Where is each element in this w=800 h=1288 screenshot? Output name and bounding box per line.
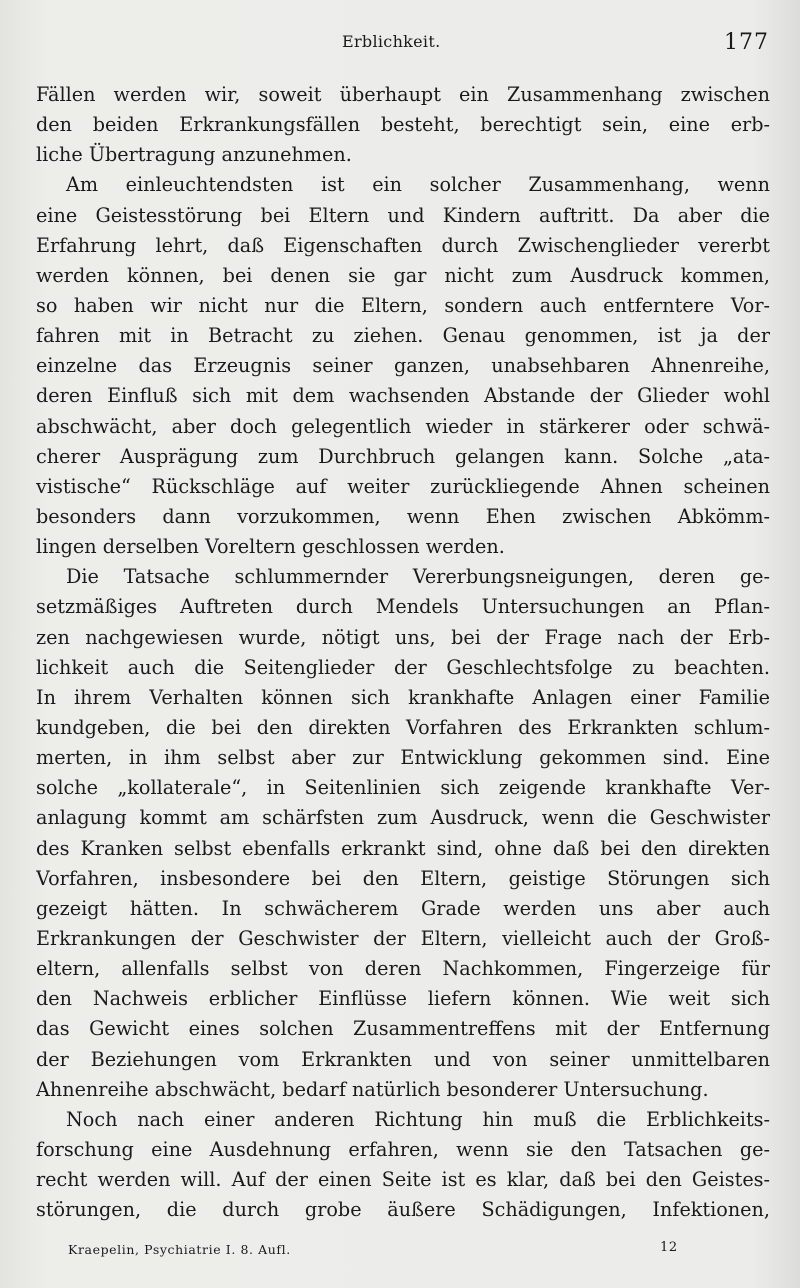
text-line: störungen, die durch grobe äußere Schädigungen, Infektionen, xyxy=(36,1198,770,1222)
text-line: fahren mit in Betracht zu ziehen. Genau genommen, ist ja der xyxy=(36,324,770,348)
text-line: eine Geistesstörung bei Eltern und Kindern auftritt. Da aber die xyxy=(36,203,770,227)
text-line: Am einleuchtendsten ist ein solcher Zusammenhang, wenn xyxy=(66,173,770,197)
page-footer xyxy=(0,1240,800,1264)
running-title: Erblichkeit. xyxy=(342,32,441,51)
text-line: das Gewicht eines solchen Zusammentreffens mit der Entfernung xyxy=(36,1017,770,1041)
running-head xyxy=(0,30,800,60)
text-line: Fällen werden wir, soweit überhaupt ein Zusammenhang zwischen xyxy=(36,83,770,106)
text-line: Vorfahren, insbesondere bei den Eltern, geistige Störungen sich xyxy=(36,866,770,890)
text-line: vistische“ Rückschläge auf weiter zurückliegende Ahnen scheinen xyxy=(36,474,770,498)
text-line: merten, in ihm selbst aber zur Entwicklung gekommen sind. Eine xyxy=(36,746,770,770)
text-line: zen nachgewiesen wurde, nötigt uns, bei der Frage nach der Erb- xyxy=(36,625,770,649)
text-line: besonders dann vorzukommen, wenn Ehen zwischen Abkömm- xyxy=(36,504,770,528)
text-line: werden können, bei denen sie gar nicht zum Ausdruck kommen, xyxy=(36,263,770,287)
text-line: den beiden Erkrankungsfällen besteht, berechtigt sein, eine erb- xyxy=(36,113,770,137)
text-line: recht werden will. Auf der einen Seite ist es klar, daß bei den Geistes- xyxy=(36,1168,770,1192)
text-line: der Beziehungen vom Erkrankten und von seiner unmittelbaren xyxy=(36,1047,770,1071)
text-line: abschwächt, aber doch gelegentlich wieder in stärkerer oder schwä- xyxy=(36,414,770,438)
text-line: In ihrem Verhalten können sich krankhafte Anlagen einer Familie xyxy=(36,685,770,709)
text-line: so haben wir nicht nur die Eltern, sondern auch entferntere Vor- xyxy=(36,293,770,317)
page-number: 177 xyxy=(724,30,769,55)
text-line: lichkeit auch die Seitenglieder der Geschlechtsfolge zu beachten. xyxy=(36,655,770,679)
text-line: cherer Ausprägung zum Durchbruch gelangen kann. Solche „ata- xyxy=(36,444,770,468)
text-line: einzelne das Erzeugnis seiner ganzen, unabsehbaren Ahnenreihe, xyxy=(36,354,770,378)
text-line: Noch nach einer anderen Richtung hin muß die Erblichkeits- xyxy=(66,1107,770,1131)
text-line: setzmäßiges Auftreten durch Mendels Untersuchungen an Pflan- xyxy=(36,595,770,619)
signature-mark: 12 xyxy=(660,1240,678,1255)
text-line: solche „kollaterale“, in Seitenlinien sich zeigende krankhafte Ver- xyxy=(36,776,770,800)
text-line: kundgeben, die bei den direkten Vorfahren des Erkrankten schlum- xyxy=(36,715,770,739)
text-line: Die Tatsache schlummernder Vererbungsneigungen, deren ge- xyxy=(66,565,770,589)
text-line: eltern, allenfalls selbst von deren Nachkommen, Fingerzeige für xyxy=(36,957,770,981)
text-line: lingen derselben Voreltern geschlossen werden. xyxy=(36,535,505,559)
body-text xyxy=(36,80,770,1225)
text-line: den Nachweis erblicher Einflüsse liefern können. Wie weit sich xyxy=(36,987,770,1011)
text-line: Erkrankungen der Geschwister der Eltern, vielleicht auch der Groß- xyxy=(36,926,770,950)
text-line: deren Einfluß sich mit dem wachsenden Abstande der Glieder wohl xyxy=(36,384,770,408)
footer-imprint: Kraepelin, Psychiatrie I. 8. Aufl. xyxy=(68,1242,291,1257)
text-line: des Kranken selbst ebenfalls erkrankt sind, ohne daß bei den direkten xyxy=(36,836,770,860)
text-line: Ahnenreihe abschwächt, bedarf natürlich besonderer Untersuchung. xyxy=(36,1077,709,1101)
text-line: anlagung kommt am schärfsten zum Ausdruck, wenn die Geschwister xyxy=(36,806,770,830)
text-line: gezeigt hätten. In schwächerem Grade werden uns aber auch xyxy=(36,896,770,920)
text-line: liche Übertragung anzunehmen. xyxy=(36,143,352,167)
text-line: forschung eine Ausdehnung erfahren, wenn sie den Tatsachen ge- xyxy=(36,1137,770,1161)
text-line: Erfahrung lehrt, daß Eigenschaften durch Zwischenglieder vererbt xyxy=(36,233,770,257)
